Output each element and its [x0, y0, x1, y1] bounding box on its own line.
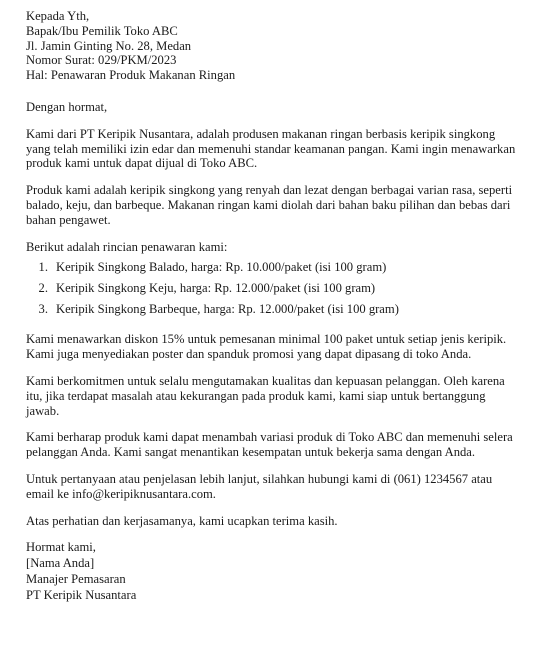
recipient-line: Kepada Yth, [26, 9, 90, 23]
commitment-line: Kami berkomitmen untuk selalu mengutamakan kualitas dan kepuasan pelanggan. Oleh karena [26, 373, 505, 388]
intro-line: produk kami untuk dapat dijual di Toko ABC. [26, 156, 258, 171]
letter-subject: Hal: Penawaran Produk Makanan Ringan [26, 68, 236, 83]
product-line: balado, keju, dan barbeque. Makanan ringan kami diolah dari bahan baku pilihan dan bebas dari [26, 197, 511, 212]
commitment-line: itu, jika terdapat masalah atau kekurangan pada produk kami, kami siap untuk bertanggung [26, 388, 486, 403]
list-item-number: 1. [38, 260, 48, 275]
product-description-paragraph [26, 183, 535, 227]
discount-paragraph [26, 332, 535, 362]
salutation [26, 100, 535, 115]
offer-list [26, 257, 535, 320]
contact-line: Untuk pertanyaan atau penjelasan lebih lanjut, silahkan hubungi kami di (061) 1234567 atau [26, 471, 493, 486]
commitment-paragraph [26, 374, 535, 418]
recipient-header [26, 9, 535, 83]
commitment-line: jawab. [26, 403, 60, 418]
thanks-text: Atas perhatian dan kerjasamanya, kami ucapkan terima kasih. [26, 513, 338, 528]
intro-line: Kami dari PT Keripik Nusantara, adalah produsen makanan ringan berbasis keripik singkong [26, 126, 496, 141]
closing-line: Hormat kami, [26, 540, 96, 555]
list-item-number: 2. [38, 281, 48, 296]
company-name: PT Keripik Nusantara [26, 587, 137, 602]
discount-line: Kami juga menyediakan poster dan spanduk promosi yang dapat dipasang di toko Anda. [26, 347, 472, 362]
signer-name: [Nama Anda] [26, 556, 95, 571]
discount-line: Kami menawarkan diskon 15% untuk pemesanan minimal 100 paket untuk setiap jenis keripik. [26, 332, 507, 347]
recipient-line: Bapak/Ibu Pemilik Toko ABC [26, 23, 178, 38]
contact-paragraph [26, 472, 535, 502]
offer-intro [26, 240, 535, 255]
list-item-number: 3. [38, 302, 48, 317]
list-item-text: Keripik Singkong Keju, harga: Rp. 12.000/paket (isi 100 gram) [56, 281, 376, 296]
thanks-paragraph [26, 514, 535, 529]
hope-line: pelanggan Anda. Kami sangat menantikan kesempatan untuk bekerja sama dengan Anda. [26, 445, 476, 460]
salutation-text: Dengan hormat, [26, 99, 108, 114]
contact-email-line: email ke info@keripiknusantara.com. [26, 486, 216, 501]
list-item-text: Keripik Singkong Balado, harga: Rp. 10.000/paket (isi 100 gram) [56, 260, 387, 275]
intro-line: yang telah memiliki izin edar dan memenuhi standar keamanan pangan. Kami ingin menawarkan [26, 141, 516, 156]
list-item [26, 257, 535, 278]
list-item-text: Keripik Singkong Barbeque, harga: Rp. 12.000/paket (isi 100 gram) [56, 302, 399, 317]
letter-number: Nomor Surat: 029/PKM/2023 [26, 53, 177, 68]
product-line: Produk kami adalah keripik singkong yang renyah dan lezat dengan berbagai varian rasa, seperti [26, 183, 513, 198]
closing-signature [26, 540, 535, 603]
hope-line: Kami berharap produk kami dapat menambah variasi produk di Toko ABC dan memenuhi selera [26, 430, 513, 445]
hope-paragraph [26, 430, 535, 460]
recipient-address: Jl. Jamin Ginting No. 28, Medan [26, 38, 192, 53]
product-line: bahan pengawet. [26, 212, 111, 227]
signer-title: Manajer Pemasaran [26, 571, 126, 586]
list-item [26, 299, 535, 320]
intro-paragraph [26, 127, 535, 171]
offer-intro-text: Berikut adalah rincian penawaran kami: [26, 239, 228, 254]
list-item [26, 278, 535, 299]
